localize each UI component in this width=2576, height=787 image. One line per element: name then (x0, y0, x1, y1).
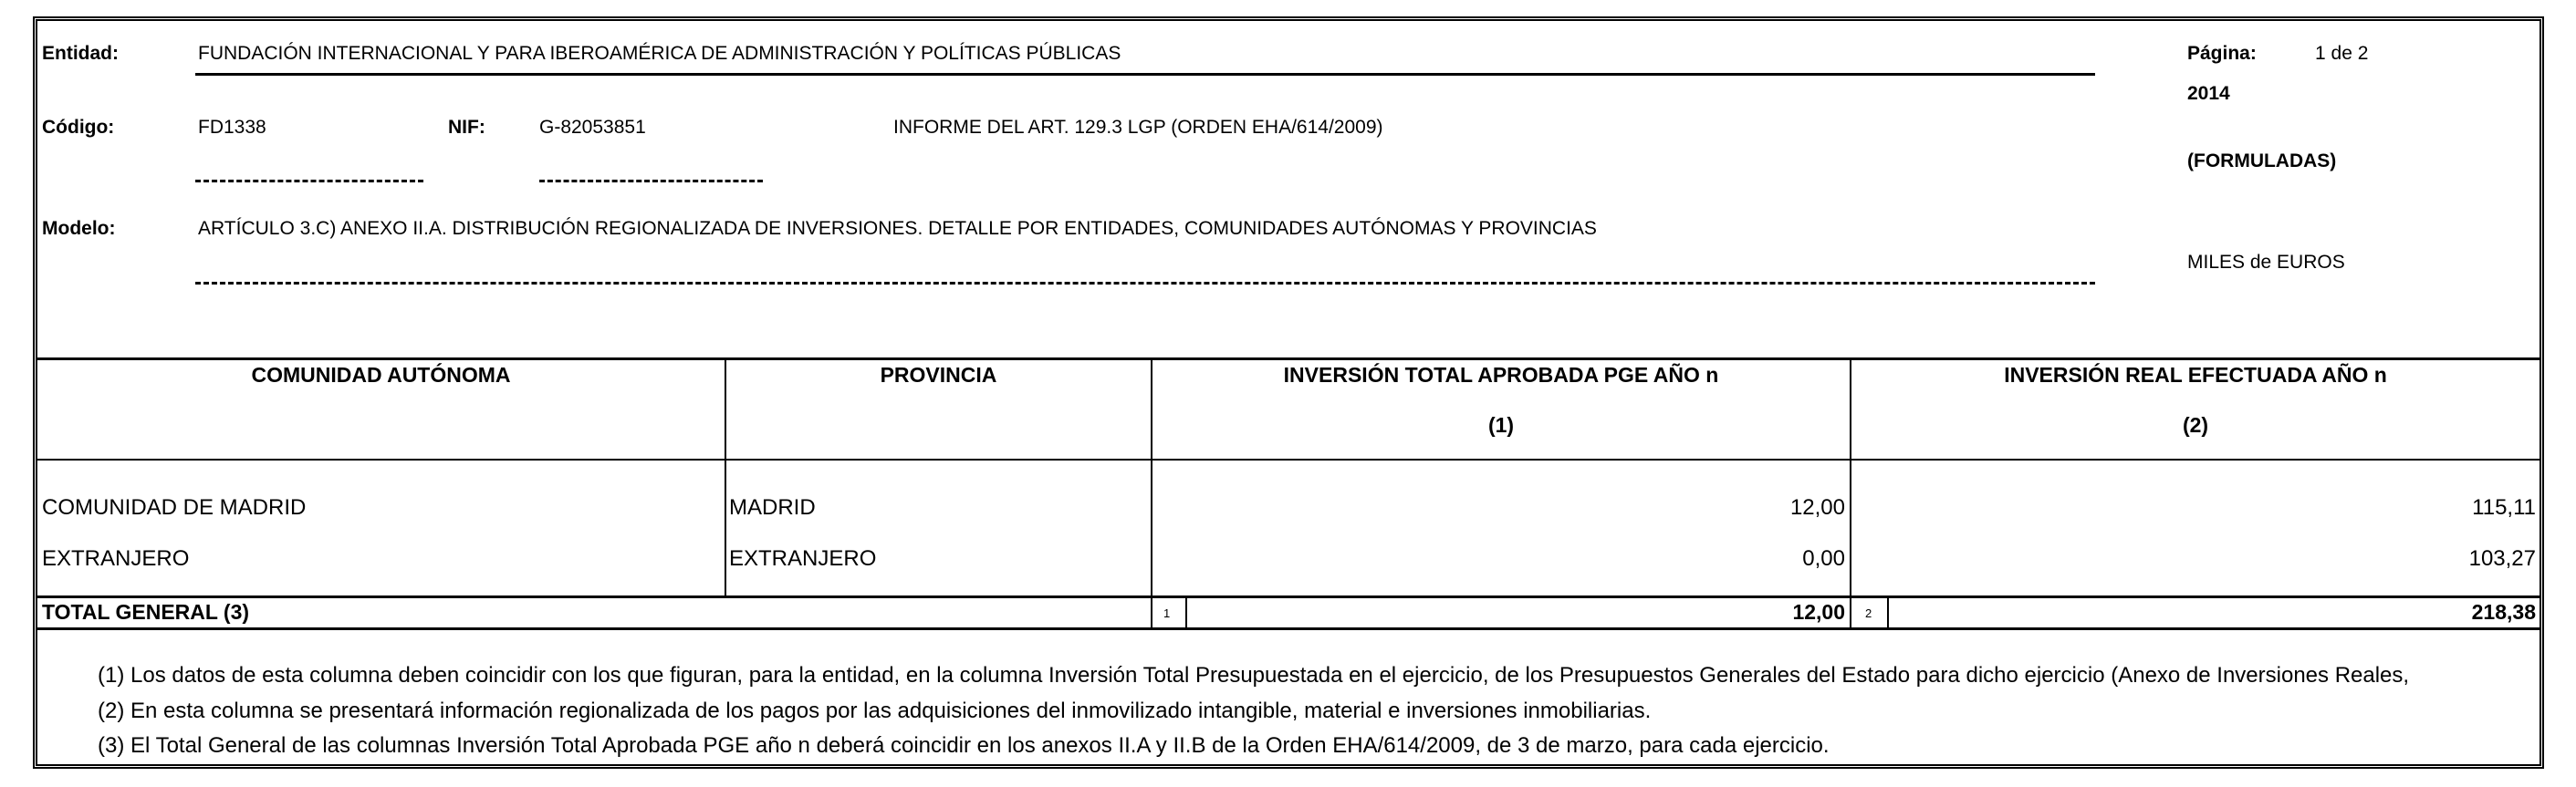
table-row-1-provincia: MADRID (729, 495, 816, 520)
entidad-underline (195, 73, 2095, 76)
unidad: MILES de EUROS (2187, 252, 2345, 273)
table-row-1-inversion-real: 115,11 (2472, 495, 2536, 520)
col-header-inversion-real: INVERSIÓN REAL EFECTUADA AÑO n (2004, 363, 2387, 387)
table-header-bottom-line (37, 459, 2539, 461)
year: 2014 (2187, 83, 2230, 104)
modelo-value: ARTÍCULO 3.C) ANEXO II.A. DISTRIBUCIÓN REGIONALIZADA DE INVERSIONES. DETALLE POR ENTIDADES, COMUNIDADES AUTÓNOMAS Y PROVINCIAS (198, 218, 1597, 239)
codigo-dashed-line (195, 180, 423, 182)
codigo-label: Código: (42, 117, 115, 138)
total-bottom-line (37, 627, 2539, 630)
total-marker-1: 1 (1163, 606, 1171, 620)
total-label: TOTAL GENERAL (3) (42, 600, 250, 624)
table-row-2-inversion-real: 103,27 (2468, 546, 2536, 571)
entidad-value: FUNDACIÓN INTERNACIONAL Y PARA IBEROAMÉRICA DE ADMINISTRACIÓN Y POLÍTICAS PÚBLICAS (198, 43, 1121, 64)
total-inversion-real: 218,38 (2471, 600, 2536, 624)
footnote-3: (3) El Total General de las columnas Inversión Total Aprobada PGE año n deberá coincidir en los anexos II.A y II.B de la Orden EHA/614/2009, de 3 de marzo, para cada ejercicio. (98, 733, 1830, 758)
pagina-value: 1 de 2 (2315, 43, 2369, 64)
col-header-inversion-total: INVERSIÓN TOTAL APROBADA PGE AÑO n (1283, 363, 1719, 387)
table-row-2-inversion-total: 0,00 (1802, 546, 1845, 571)
col-note-inversion-total: (1) (1487, 413, 1515, 437)
nif-label: NIF: (448, 117, 485, 138)
table-row-1-inversion-total: 12,00 (1789, 495, 1845, 520)
total-top-line (37, 595, 2539, 598)
formuladas: (FORMULADAS) (2187, 150, 2337, 171)
col-header-comunidad: COMUNIDAD AUTÓNOMA (251, 363, 511, 387)
table-row-1-comunidad: COMUNIDAD DE MADRID (42, 495, 307, 520)
modelo-dashed-line (195, 282, 2095, 285)
codigo-value: FD1338 (198, 117, 266, 138)
table-row-2-provincia: EXTRANJERO (729, 546, 877, 571)
col-header-provincia: PROVINCIA (880, 363, 997, 387)
modelo-label: Modelo: (42, 218, 116, 239)
nif-value: G-82053851 (539, 117, 646, 138)
col-divider-2 (1151, 357, 1152, 629)
informe-title: INFORME DEL ART. 129.3 LGP (ORDEN EHA/614/2009) (893, 117, 1383, 138)
col-note-inversion-real: (2) (2182, 413, 2209, 437)
pagina-label: Página: (2187, 43, 2257, 64)
footnote-2: (2) En esta columna se presentará información regionalizada de los pagos por las adquisiciones del inmovilizado intangible, material e inversiones inmobiliarias. (98, 699, 1652, 723)
entidad-label: Entidad: (42, 43, 119, 64)
col-divider-3 (1850, 357, 1851, 629)
table-top-line (37, 357, 2539, 360)
table-row-2-comunidad: EXTRANJERO (42, 546, 190, 571)
footnote-1: (1) Los datos de esta columna deben coincidir con los que figuran, para la entidad, en la columna Inversión Total Presupuestada en el ejercicio, de los Presupuestos Generales del Estado para dicho ejercicio (Anexo de Inversiones Reales, (98, 663, 2410, 688)
total-marker-2: 2 (1865, 606, 1872, 620)
nif-dashed-line (539, 180, 763, 182)
col-divider-1 (725, 357, 726, 598)
total-inversion-total: 12,00 (1792, 600, 1845, 624)
